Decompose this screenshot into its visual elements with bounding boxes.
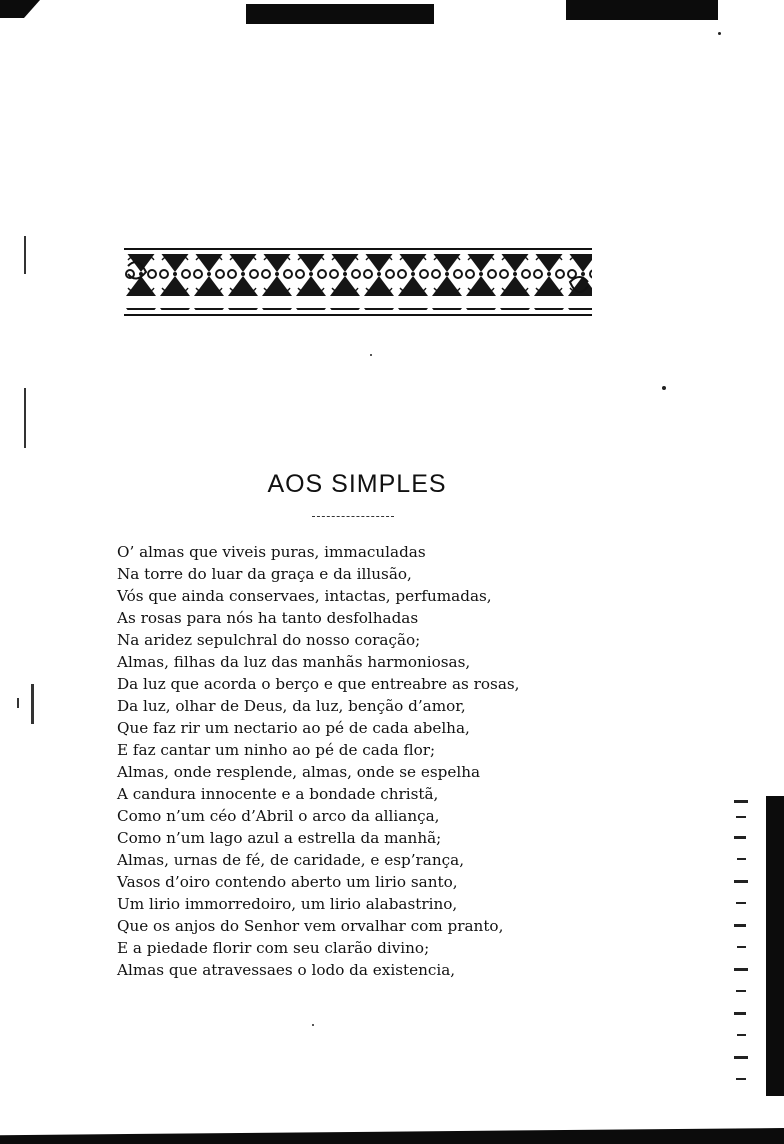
poem-line: Almas, filhas da luz das manhãs harmoniosas,	[117, 653, 471, 671]
poem-line: Almas que atravessaes o lodo da existencia,	[117, 961, 456, 979]
speck	[312, 1024, 314, 1026]
poem-line: Da luz que acorda o berço e que entreabre as rosas,	[117, 675, 520, 693]
poem-line: E faz cantar um ninho ao pé de cada flor;	[117, 741, 436, 759]
poem-line: Um lirio immorredoiro, um lirio alabastrino,	[117, 895, 458, 913]
margin-mark-left	[24, 236, 26, 274]
poem-line: E a piedade florir com seu clarão divino;	[117, 939, 430, 957]
title-divider	[312, 516, 394, 517]
poem-body	[117, 541, 577, 981]
poem-line: Que faz rir um nectario ao pé de cada abelha,	[117, 719, 470, 737]
ornamental-header-band	[124, 246, 592, 318]
adjacent-page-strip	[732, 796, 784, 1096]
poem-line: Na aridez sepulchral do nosso coração;	[117, 631, 421, 649]
poem-line: Almas, onde resplende, almas, onde se espelha	[117, 763, 481, 781]
poem-line: Como n’um céo d’Abril o arco da alliança,	[117, 807, 440, 825]
poem-line: Da luz, olhar de Deus, da luz, benção d’amor,	[117, 697, 466, 715]
scan-edge-top-center	[246, 4, 434, 24]
poem-line: Na torre do luar da graça e da illusão,	[117, 565, 412, 583]
poem-line: Vós que ainda conservaes, intactas, perfumadas,	[117, 587, 492, 605]
poem-line: Almas, urnas de fé, de caridade, e esp’rança,	[117, 851, 465, 869]
speck	[662, 386, 666, 390]
margin-mark-left-low	[31, 684, 34, 724]
scan-edge-top-left	[0, 0, 40, 18]
scan-edge-bottom	[0, 1128, 784, 1144]
speck	[370, 354, 372, 356]
speck	[718, 32, 721, 35]
poem-line: Que os anjos do Senhor vem orvalhar com pranto,	[117, 917, 504, 935]
poem-line: O’ almas que viveis puras, immaculadas	[117, 543, 426, 561]
margin-mark-left-dot	[17, 698, 19, 708]
poem-line: Como n’um lago azul a estrella da manhã;	[117, 829, 442, 847]
poem-line: A candura innocente e a bondade christã,	[117, 785, 439, 803]
poem-line: Vasos d’oiro contendo aberto um lirio santo,	[117, 873, 458, 891]
poem-line: As rosas para nós ha tanto desfolhadas	[117, 609, 419, 627]
margin-mark-left-mid	[24, 388, 26, 448]
scan-edge-top-right	[566, 0, 718, 20]
poem-title: AOS SIMPLES	[267, 469, 447, 498]
